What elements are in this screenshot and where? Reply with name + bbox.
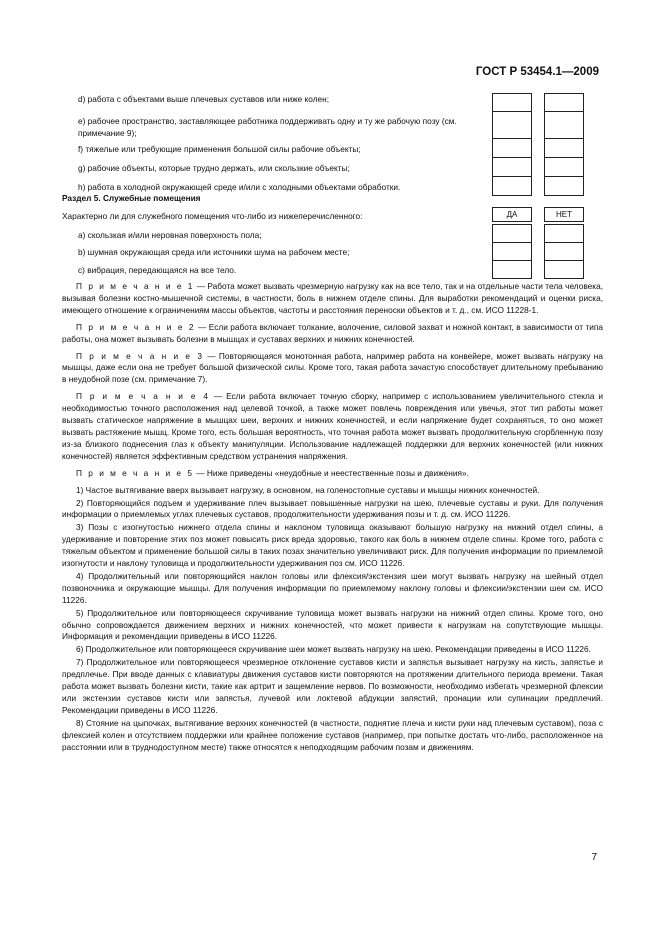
note-5-item: 2) Повторяющийся подъем и удерживание плеч вызывает повышенные нагрузки на шею, плечевые суставы и руки. Для получения информации о приемлемых углах плечевых суставов, продолжительности удерживания позы и т. д. см. ИСО 11226. xyxy=(62,497,603,520)
doc-header: ГОСТ Р 53454.1—2009 xyxy=(475,66,599,78)
yes-checkbox[interactable] xyxy=(492,242,532,261)
note-1 xyxy=(62,281,603,317)
note-2 xyxy=(62,322,603,346)
notes xyxy=(62,281,603,755)
note-3 xyxy=(62,351,603,387)
yes-checkbox[interactable] xyxy=(492,111,532,139)
note-text: — Повторяющаяся монотонная работа, например работа на конвейере, может вызвать нагрузку на мышцы, даже если она не требует большой физической силы. Кроме того, такая работа зачастую способствует длительному пребыванию в неудобной позе (см. примечание 7). xyxy=(62,350,604,385)
note-5 xyxy=(62,468,603,480)
note-5-item: 7) Продолжительное или повторяющееся чрезмерное отклонение суставов кисти и запястья вызывает нагрузку на кисть, запястье и предплечье. При вводе данных с клавиатуры движения суставов кисти повторяются на протяжении длительного периода времени. Такая работа может вызвать болезни кисти, такие как артрит и защемление нервов. По возможности, необходимо избегать чрезмерной флексии или экстензии суставов кисти или запястья, лучевой или локтевой абдукции запястий, пронации или супинации предплечий. Рекомендации приведены в ИСО 11226. xyxy=(62,657,603,715)
note-text: — Работа может вызвать чрезмерную нагрузку как на все тело, так и на отдельные части тела человека, вызывая болезни костно-мышечной системы, в частности, боль в нижнем отделе спины. Для выработки рекомендаций и оценки риска, имеющего отношение к ограничениям массы объектов, частоты и расстояния переноски объектов и т. д., см. ИСО 11228-1. xyxy=(62,281,603,315)
checklist-item-text: а) скользкая и/или неровная поверхность пола; xyxy=(78,230,262,240)
note-text: — Если работа включает толкание, волочение, силовой захват и ножной контакт, в зависимости от типа работы, она может вызывать болезни в мышцах и суставах верхних и нижних конечностей. xyxy=(62,321,604,344)
no-column-header: НЕТ xyxy=(544,207,584,222)
note-label: П р и м е ч а н и е 1 xyxy=(76,281,195,291)
note-label: П р и м е ч а н и е 3 xyxy=(76,350,204,361)
no-checkbox[interactable] xyxy=(544,111,584,139)
note-5-item: 8) Стояние на цыпочках, вытягивание верхних конечностей (в частности, поднятие плеча и кисти руки над плечевым суставом), поза с флексией колен и отсутствием поддержки или крайнее положение суставов (например, при попытке достать что-либо, расположенное на расстоянии или в труднодоступном месте) также относятся к неподходящим рабочим позам и движениям. xyxy=(62,717,603,752)
checklist-item-text: h) работа в холодной окружающей среде и/или с холодными объектами обработки. xyxy=(78,182,401,192)
no-checkbox[interactable] xyxy=(544,242,584,261)
yes-checkbox[interactable] xyxy=(492,224,532,243)
no-checkbox[interactable] xyxy=(544,260,584,279)
yes-checkbox[interactable] xyxy=(492,260,532,279)
no-checkbox[interactable] xyxy=(544,224,584,243)
no-checkbox[interactable] xyxy=(544,176,584,196)
note-label: П р и м е ч а н и е 5 xyxy=(76,467,194,478)
checklist-item-text: b) шумная окружающая среда или источники шума на рабочем месте; xyxy=(78,247,350,257)
yes-checkbox[interactable] xyxy=(492,93,532,112)
section-question: Характерно ли для служебного помещения что-либо из нижеперечисленного: xyxy=(62,211,363,221)
checklist-item-text: g) рабочие объекты, которые трудно держать, или скользкие объекты; xyxy=(78,163,350,173)
note-text: — Ниже приведены «неудобные и неестественные позы и движения». xyxy=(193,467,469,478)
note-5-item: 4) Продолжительный или повторяющийся наклон головы или флексия/экстензия шеи могут вызвать нагрузку на шейный отдел позвоночника и окружающие мышцы. Для получения информации по приемлемому наклону головы и флексии/экстензии шеи см. ИСО 11226. xyxy=(62,570,603,605)
note-5-item: 1) Частое вытягивание вверх вызывает нагрузку, в основном, на голеностопные суставы и мышцы нижних конечностей. xyxy=(76,484,540,495)
no-checkbox[interactable] xyxy=(544,93,584,112)
yes-checkbox[interactable] xyxy=(492,176,532,196)
no-checkbox[interactable] xyxy=(544,138,584,158)
note-label: П р и м е ч а н и е 2 xyxy=(76,321,196,332)
note-label: П р и м е ч а н и е 4 xyxy=(76,391,210,402)
yes-column-header: ДА xyxy=(492,207,532,222)
section-title: Раздел 5. Служебные помещения xyxy=(62,193,201,203)
yes-checkbox[interactable] xyxy=(492,157,532,177)
note-4 xyxy=(62,391,603,462)
note-5-item: 5) Продолжительное или повторяющееся скручивание туловища может вызвать нагрузки на нижний отдел спины. Кроме того, оно обычно сопровождается движением верхних и нижних конечностей, что может привести к нагрузкам на сопутствующие мышцы. Информация и рекомендации приведены в ИСО 11226. xyxy=(62,607,603,642)
no-checkbox[interactable] xyxy=(544,157,584,177)
note-5-item: 6) Продолжительное или повторяющееся скручивание шеи может вызвать нагрузку на шею. Рекомендации приведены в ИСО 11226. xyxy=(76,644,591,655)
checklist-item-text: f) тяжелые или требующие применения большой силы рабочие объекты; xyxy=(78,144,361,154)
note-5-item: 3) Позы с изогнутостью нижнего отдела спины и наклоном туловища оказывают большую нагрузку на нижний отдел спины, а удерживание и повторение этих поз может повысить риск вреда здоровью, такого как боль в нижнем отделе спины. Кроме того, работа с тяжелым объектом и применение большой силы в таких позах значительно увеличивают риск. Для получения информации по приемлемой изогнутости и наклону туловища и продолжительности удерживания поз см. ИСО 11226. xyxy=(62,522,603,569)
note-text: — Если работа включает точную сборку, например с использованием увеличительного стекла и необходимостью точного расположения над целевой точкой, а также может повлечь повреждения или увечья, этот тип работы может вызвать статическое напряжение в мышцах шеи, верхних и нижних конечностей, и если напряжение будет сохраняться, то оно может вызвать растяжение мышц. Кроме того, есть большая вероятность, что точная работа может вызвать продолжительную сгорбленную позу из-за близкого поднесения глаз к объекту манипуляции. Использование надлежащей поддержки для верхних конечностей (или нижних конечностей) является эффективным средством устранения напряжения. xyxy=(62,391,603,461)
yes-checkbox[interactable] xyxy=(492,138,532,158)
checklist-item-text: с) вибрация, передающаяся на все тело. xyxy=(78,265,237,275)
checklist-item-text: d) работа с объектами выше плечевых суставов или ниже колен; xyxy=(78,94,330,104)
checklist-item-text: е) рабочее пространство, заставляющее работника поддерживать одну и ту же рабочую позу (см. примечание 9); xyxy=(78,116,457,138)
page-number: 7 xyxy=(591,852,597,863)
